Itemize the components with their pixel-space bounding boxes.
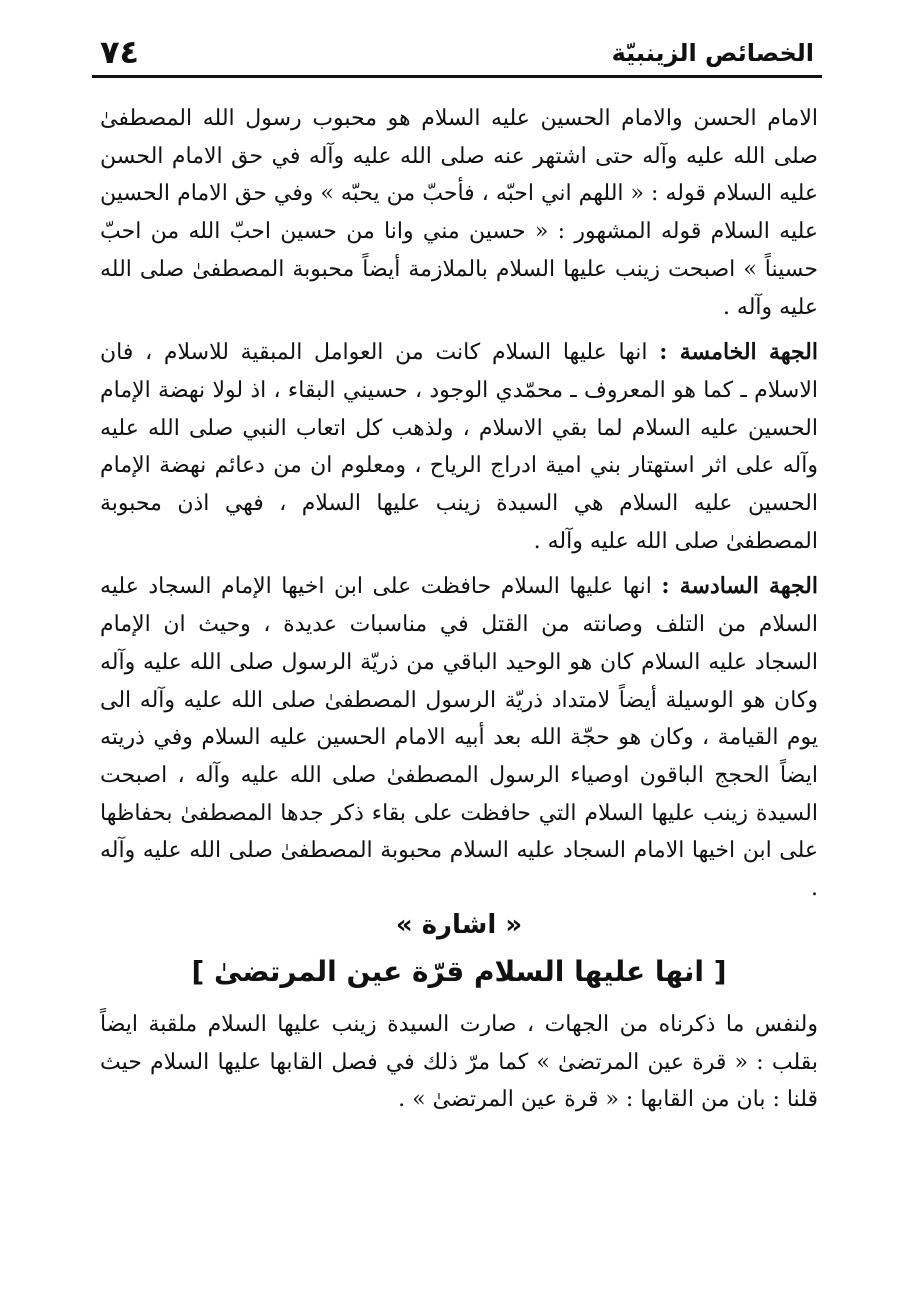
section-subtitle: [ انها عليها السلام قرّة عين المرتضىٰ ] [191,955,727,988]
section-body [100,1006,818,1119]
running-title: الخصائص الزينبيّة [611,39,814,67]
paragraph-fifth-aspect [100,334,818,560]
paragraph-text: الامام الحسن والامام الحسين عليه السلام هو محبوب رسول الله المصطفىٰ صلى الله عليه وآله حتى اشتهر عنه صلى الله عليه وآله في حق الامام الحسن عليه السلام قوله : « اللهم اني احبّه ، فأحبّ من يحبّه » وفي حق الامام الحسين عليه السلام قوله المشهور : « حسين مني وانا من حسين احبّ الله من احبّ حسيناً » اصبحت زينب عليها السلام بالملازمة أيضاً محبوبة المصطفىٰ صلى الله عليه وآله . [100,106,818,320]
section-title: « اشارة » [395,910,523,940]
header-rule [92,75,822,78]
main-text [100,100,818,908]
page-number: ٧٤ [100,33,140,71]
section-heading [100,905,818,995]
paragraph-lead: الجهة السادسة : [661,573,818,600]
paragraph-intro [100,100,818,326]
section-paragraph: ولنفس ما ذكرناه من الجهات ، صارت السيدة زينب عليها السلام ملقبة ايضاً بقلب : « قرة عين المرتضىٰ » كما مرّ ذلك في فصل القابها عليها السلام حيث قلنا : بان من القابها : « قرة عين المرتضىٰ » . [100,1012,818,1113]
paragraph-lead: الجهة الخامسة : [659,339,818,366]
page-header [92,28,822,76]
paragraph-text: انها عليها السلام حافظت على ابن اخيها الإمام السجاد عليه السلام من التلف وصانته من القتل في مناسبات عديدة ، وحيث ان الإمام السجاد عليه السلام كان هو الوحيد الباقي من ذريّة الرسول صلى الله عليه وآله وكان هو الوسيلة أيضاً لامتداد ذريّة الرسول المصطفىٰ صلى الله عليه وآله الى يوم القيامة ، وكان هو حجّة الله بعد أبيه الامام الحسين عليه السلام وفي ذريته ايضاً الحجج الباقون اوصياء الرسول المصطفىٰ صلى الله عليه وآله ، اصبحت السيدة زينب عليها السلام التي حافظت على بقاء ذكر جدها المصطفىٰ بحفاظها على ابن اخيها الامام السجاد عليه السلام محبوبة المصطفىٰ صلى الله عليه وآله . [100,574,818,902]
paragraph-sixth-aspect [100,568,818,907]
paragraph-text: انها عليها السلام كانت من العوامل المبقية للاسلام ، فان الاسلام ـ كما هو المعروف ـ محمّدي الوجود ، حسيني البقاء ، اذ لولا نهضة الإمام الحسين عليه السلام لما بقي الاسلام ، ولذهب كل اتعاب النبي صلى الله عليه وآله على اثر استهتار بني امية ادراج الرياح ، ومعلوم ان من دعائم نهضة الإمام الحسين عليه السلام هي السيدة زينب عليها السلام ، فهي اذن محبوبة المصطفىٰ صلى الله عليه وآله . [100,340,818,554]
